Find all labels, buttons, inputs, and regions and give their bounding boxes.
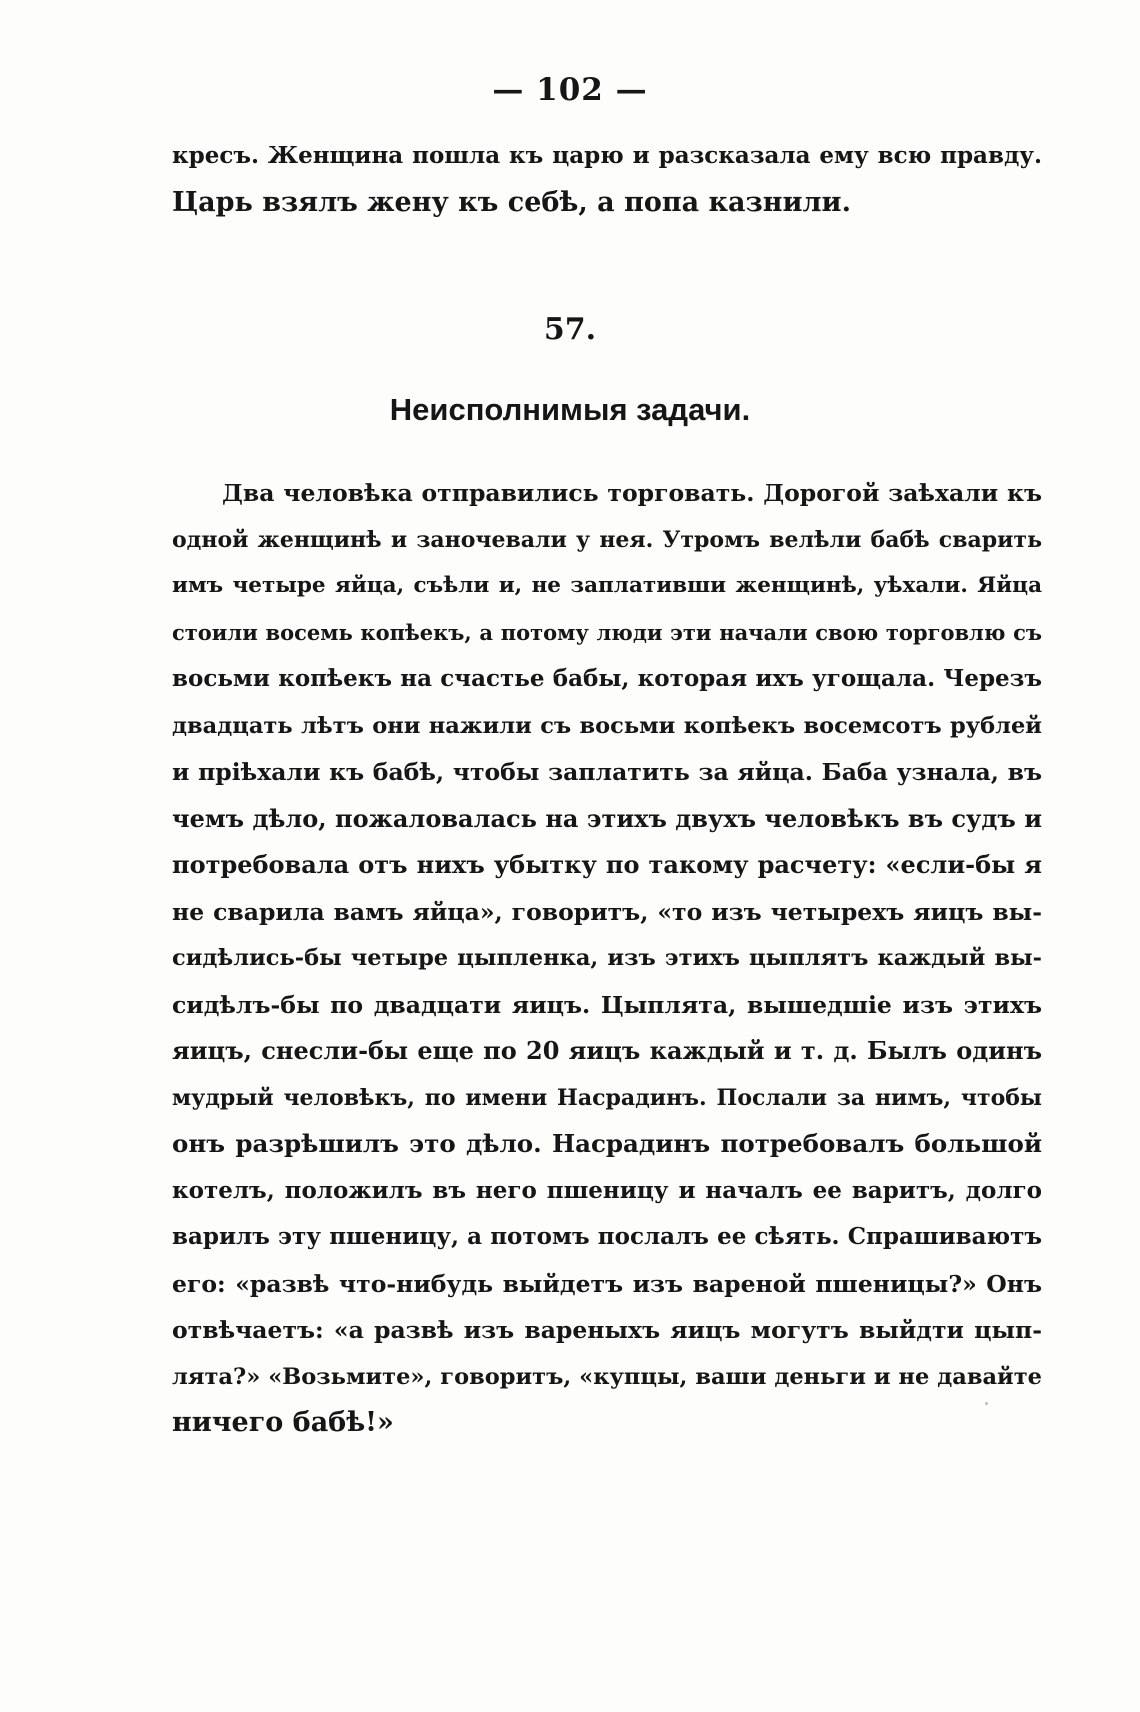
story-line: Два человѣка отправились торговать. Дорогой заѣхали къ bbox=[222, 479, 1042, 507]
carryover-line: кресъ. Женщина пошла къ царю и разсказала ему всю правду. bbox=[172, 142, 1042, 169]
story-line: варилъ эту пшеницу, а потомъ послалъ ее сѣять. Спрашиваютъ bbox=[172, 1223, 1042, 1250]
story-line: стоили восемь копѣекъ, а потому люди эти начали свою торговлю съ bbox=[172, 619, 1042, 645]
story-line: сидѣлъ-бы по двадцати яицъ. Цыплята, вышедшіе изъ этихъ bbox=[172, 990, 1042, 1019]
story-line: отвѣчаетъ: «а развѣ изъ вареныхъ яицъ могутъ выйдти цып- bbox=[172, 1316, 1042, 1344]
story-line: котелъ, положилъ въ него пшеницу и началъ ее варитъ, долго bbox=[172, 1176, 1042, 1204]
story-line: восьми копѣекъ на счастье бабы, которая ихъ угощала. Черезъ bbox=[172, 665, 1042, 692]
story-line: яицъ, снесли-бы еще по 20 яицъ каждый и т. д. Былъ одинъ bbox=[172, 1036, 1042, 1065]
story-line: и пріѣхали къ бабѣ, чтобы заплатить за яйца. Баба узнала, въ bbox=[172, 758, 1042, 786]
page-number: — 102 — bbox=[492, 72, 648, 108]
story-line: двадцать лѣтъ они нажили съ восьми копѣекъ восемсотъ рублей bbox=[172, 712, 1042, 739]
story-number: 57. bbox=[543, 312, 597, 347]
story-line: лята?» «Возьмите», говоритъ, «купцы, ваши деньги и не давайте bbox=[172, 1363, 1042, 1390]
story-line: чемъ дѣло, пожаловалась на этихъ двухъ человѣкъ въ судъ и bbox=[172, 803, 1042, 833]
carryover-paragraph bbox=[172, 133, 1042, 226]
story-line: одной женщинѣ и заночевали у нея. Утромъ велѣли бабѣ сварить bbox=[172, 526, 1042, 553]
story-paragraph bbox=[172, 470, 1042, 1447]
story-line: онъ разрѣшилъ это дѣло. Насрадинъ потребовалъ большой bbox=[172, 1129, 1042, 1158]
story-line: потребовала отъ нихъ убытку по такому расчету: «если-бы я bbox=[172, 850, 1042, 879]
story-line: его: «развѣ что-нибудь выйдетъ изъ вареной пшеницы?» Онъ bbox=[172, 1269, 1042, 1298]
story-line: мудрый человѣкъ, по имени Насрадинъ. Послали за нимъ, чтобы bbox=[172, 1084, 1042, 1111]
story-line: сидѣлись-бы четыре цыпленка, изъ этихъ цыплятъ каждый вы- bbox=[172, 945, 1042, 971]
story-line: ничего бабѣ!» bbox=[172, 1407, 394, 1438]
paper-speck bbox=[985, 1402, 988, 1405]
carryover-line: Царь взялъ жену къ себѣ, а попа казнили. bbox=[172, 186, 851, 218]
story-title: Неисполнимыя задачи. bbox=[389, 392, 751, 427]
story-line: имъ четыре яйца, съѣли и, не заплативши женщинѣ, уѣхали. Яйца bbox=[172, 573, 1042, 598]
story-line: не сварила вамъ яйца», говоритъ, «то изъ четырехъ яицъ вы- bbox=[172, 897, 1042, 926]
